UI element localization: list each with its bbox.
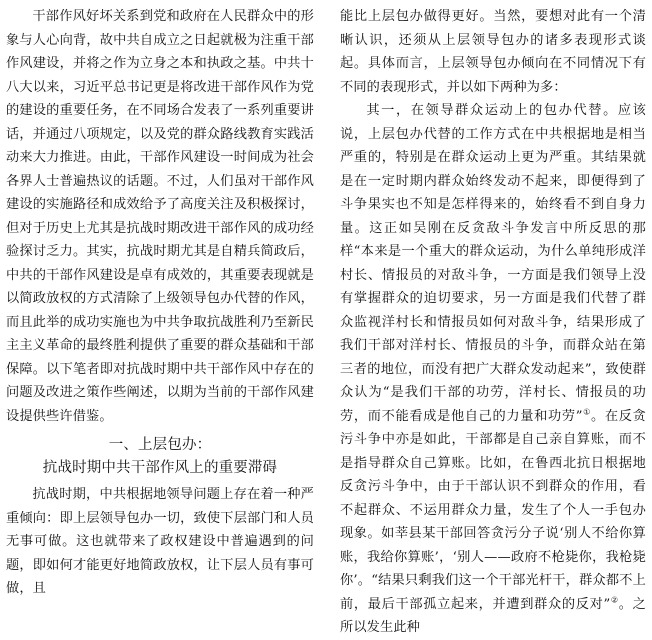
first-point-paragraph bbox=[340, 99, 646, 640]
first-point-text: 其一，在领导群众运动上的包办代替。应该说，上层包办代替的工作方式在中共根据地是相当严重的，特别是在群众运动上更为严重。其结果就是在一定时期内群众始终发动不起来，即便得到了斗争果实也不知是怎样得来的，始终看不到自身力量。这正如吴刚在反贪敌斗争发言中所反思的那样“本来是一个重大的群众运动，为什么单纯形成洋村长、情报员的对敌斗争，一方面是我们领导上没有掌握群众的迫切要求，另一方面是我们代替了群众监视洋村长和情报员如何对敌斗争，结果形成了我们干部对洋村长、情报员的斗争，而群众站在第三者的地位，而没有把广大群众发动起来”，致使群众认为“是我们干部的功劳，洋村长、情报员的功劳，而不能看成是他自己的力量和功劳” bbox=[340, 103, 646, 424]
first-point-text-cont: 。在反贪污斗争中亦是如此，干部都是自己亲自算账，而不是指导群众自己算账。比如，在鲁西北抗日根据地反贪污斗争中，由于干部认识不到群众的作用，看不起群众、不运用群众力量，发生了个人一手包办现象。如莘县某干部回答贪污分子说‘别人不给你算账，我给你算账’，‘别人——政府不枪毙你，我枪毙你’。“结果只剩我们这一个干部光杆干，群众都不上前，最后干部孤立起来，并遭到群众的反对” bbox=[340, 408, 646, 612]
intro-paragraph: 干部作风好坏关系到党和政府在人民群众中的形象与人心向背，故中共自成立之日起就极为注重干部作风建设，并将之作为立身之本和执政之基。中共十八大以来，习近平总书记更是将改进干部作风作为党的建设的重要任务，在不同场合发表了一系列重要讲话，并通过八项规定，以及党的群众路线教育实践活动来大力推进。由此，干部作风建设一时间成为社会各界人士普遍热议的话题。不过，人们虽对干部作风建设的实施路径和成效给予了高度关注及积极探讨，但对于历史上尤其是抗战时期改进干部作风的成功经验探讨乏力。其实，抗战时期尤其是自精兵简政后，中共的干部作风建设是卓有成效的，其重要表现就是以简政放权的方式清除了上级领导包办代替的作风，而且此举的成功实施也为中共争取抗战胜利乃至新民主主义革命的最终胜利提供了重要的群众基础和干部保障。以下笔者即对抗战时期中共干部作风中存在的问题及改进之策作些阐述，以期为当前的干部作风建设提供些许借鉴。 bbox=[6, 9, 314, 424]
footnote-marker-1: ① bbox=[582, 407, 592, 417]
footnote-marker-2: ② bbox=[610, 595, 619, 605]
section-heading-line2: 抗战时期中共干部作风上的重要滞碍 bbox=[42, 460, 278, 476]
right-column bbox=[340, 5, 646, 640]
section-heading bbox=[6, 434, 314, 480]
section-heading-line1: 一、上层包办： bbox=[108, 437, 212, 453]
first-point-text-end: 。之所以发生此种 bbox=[340, 596, 646, 635]
continued-paragraph: 能比上层包办做得更好。当然，要想对此有一个清晰认识，还须从上层领导包办的诸多表现形式谈起。具体而言，上层领导包办倾向在不同情况下有不同的表现形式，并以如下两种为多： bbox=[340, 9, 646, 95]
left-column bbox=[6, 5, 314, 601]
section-paragraph: 抗战时期，中共根据地领导问题上存在着一种严重倾向：即上层领导包办一切，致使下层部门和人员无事可做。这也就带来了政权建设中普遍遇到的问题，即如何才能更好地简政放权，让下层人员有事可做，且 bbox=[6, 487, 314, 596]
